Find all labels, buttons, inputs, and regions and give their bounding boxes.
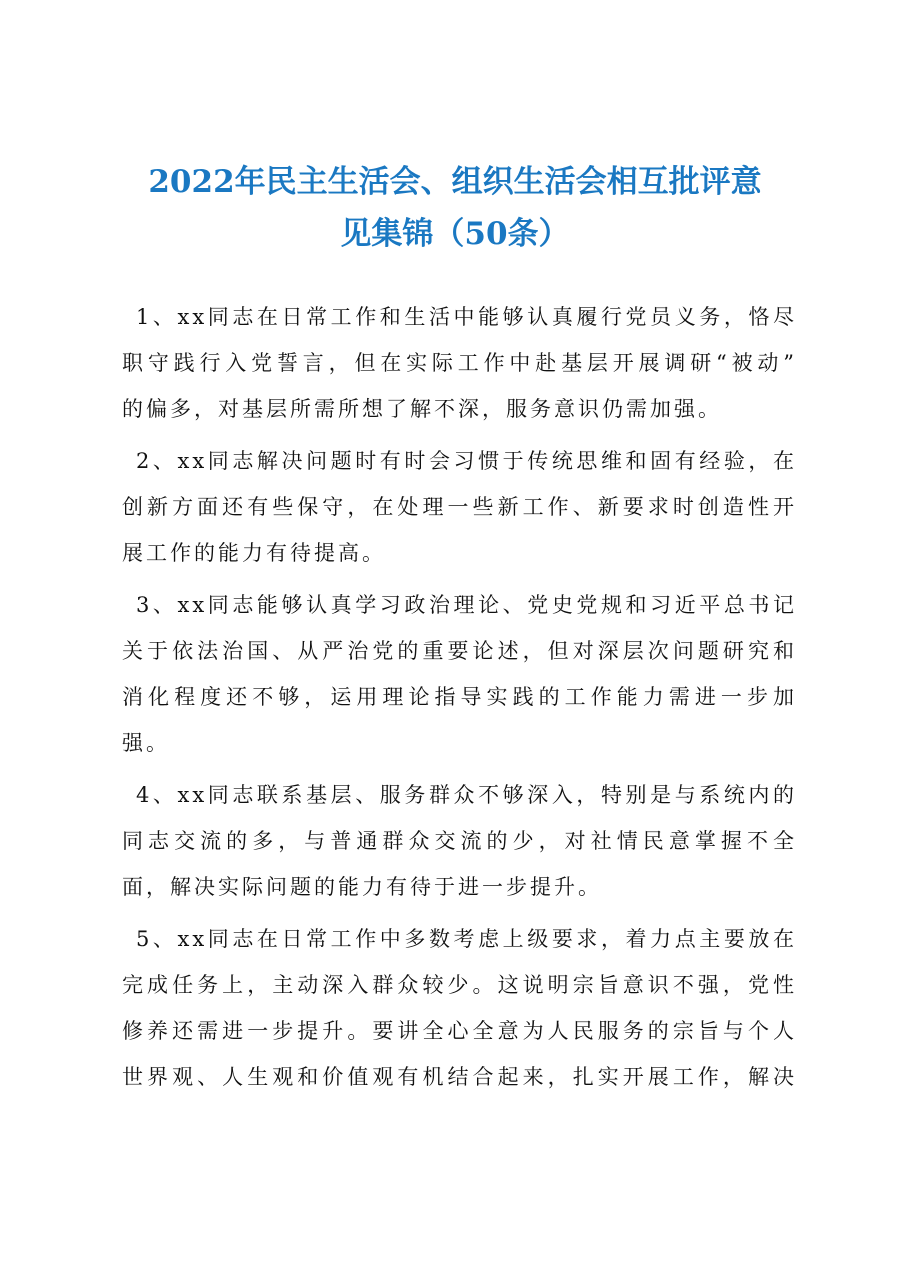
paragraph-line: 4、xx同志联系基层、服务群众不够深入，特别是与系统内的 (136, 783, 797, 807)
paragraph-line: 1、xx同志在日常工作和生活中能够认真履行党员义务，恪尽 (136, 305, 797, 329)
title-line-1: 2022年民主生活会、组织生活会相互批评意 (148, 164, 762, 200)
document-title (110, 156, 800, 260)
paragraph-line: 修养还需进一步提升。要讲全心全意为人民服务的宗旨与个人 (122, 1019, 797, 1043)
paragraph-line: 职守践行入党誓言，但在实际工作中赴基层开展调研“被动” (122, 351, 797, 375)
paragraph-line: 的偏多，对基层所需所想了解不深，服务意识仍需加强。 (122, 397, 722, 421)
paragraph-line: 创新方面还有些保守，在处理一些新工作、新要求时创造性开 (122, 495, 797, 519)
paragraph-line: 世界观、人生观和价值观有机结合起来，扎实开展工作，解决 (122, 1065, 797, 1089)
paragraph-line: 2、xx同志解决问题时有时会习惯于传统思维和固有经验，在 (136, 449, 797, 473)
document-body (122, 294, 797, 1106)
paragraph-1 (122, 294, 797, 432)
paragraph-line: 完成任务上，主动深入群众较少。这说明宗旨意识不强，党性 (122, 973, 797, 997)
paragraph-line: 同志交流的多，与普通群众交流的少，对社情民意掌握不全 (122, 829, 797, 853)
paragraph-line: 5、xx同志在日常工作中多数考虑上级要求，着力点主要放在 (136, 927, 797, 951)
title-line-2: 见集锦（50条） (340, 216, 570, 252)
paragraph-line: 强。 (122, 731, 170, 755)
paragraph-2 (122, 438, 797, 576)
paragraph-3 (122, 582, 797, 766)
paragraph-5 (122, 916, 797, 1100)
paragraph-line: 消化程度还不够，运用理论指导实践的工作能力需进一步加 (122, 685, 797, 709)
paragraph-line: 关于依法治国、从严治党的重要论述，但对深层次问题研究和 (122, 639, 797, 663)
paragraph-line: 展工作的能力有待提高。 (122, 541, 386, 565)
paragraph-line: 面，解决实际问题的能力有待于进一步提升。 (122, 875, 602, 899)
paragraph-4 (122, 772, 797, 910)
paragraph-line: 3、xx同志能够认真学习政治理论、党史党规和习近平总书记 (136, 593, 797, 617)
